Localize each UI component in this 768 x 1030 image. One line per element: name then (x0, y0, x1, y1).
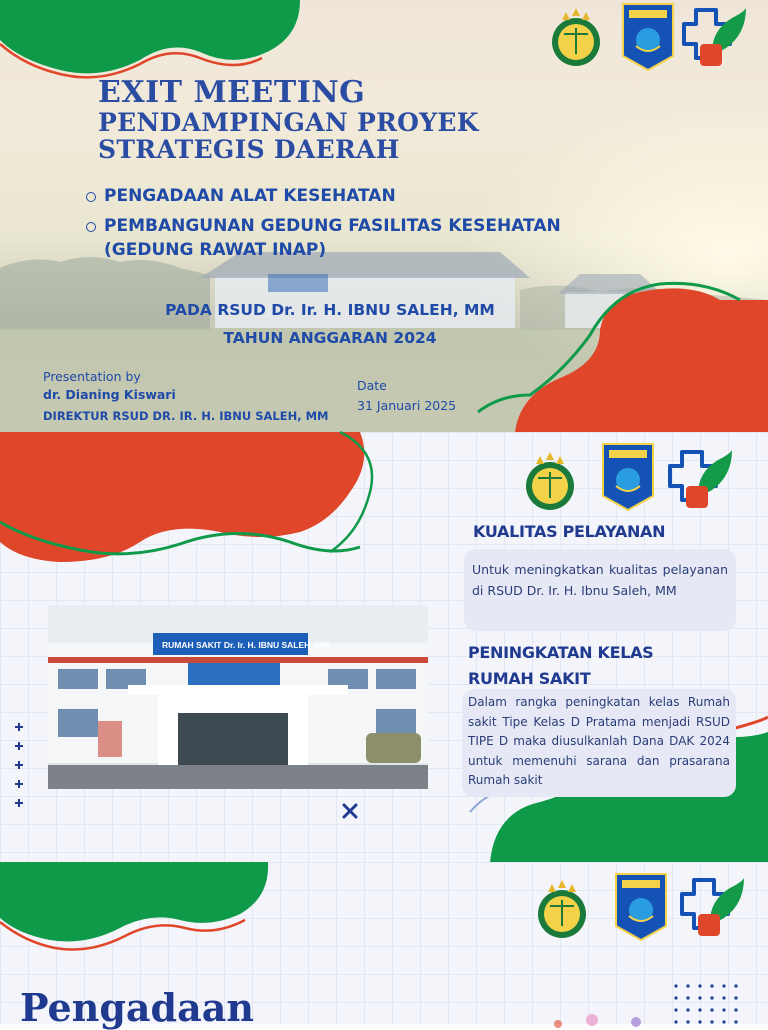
slide-title: Pengadaan (20, 985, 254, 1030)
fiscal-year-line: TAHUN ANGGARAN 2024 (223, 329, 437, 347)
date-label: Date (357, 378, 387, 393)
list-item-continuation: (GEDUNG RAWAT INAP) (104, 240, 327, 260)
section-text-kualitas: Untuk meningkatkan kualitas pelayanan di RSUD Dr. Ir. H. Ibnu Saleh, MM (464, 549, 736, 631)
hospital-building-photo (48, 605, 428, 789)
health-cross-logo-icon (680, 874, 746, 940)
kejaksaan-logo-icon (544, 4, 608, 70)
title-line-2: PENDAMPINGAN PROYEK (98, 108, 479, 137)
list-item: PENGADAAN ALAT KESEHATAN (86, 184, 561, 208)
kabupaten-logo-icon (621, 2, 675, 72)
close-x-icon (341, 802, 359, 820)
title-line-1: EXIT MEETING (98, 75, 366, 110)
bullet-circle-icon (86, 192, 96, 202)
plus-icon-column (12, 720, 26, 816)
presentation-by-label: Presentation by (43, 369, 141, 384)
slide-exit-meeting (0, 0, 768, 432)
section-heading-peningkatan: PENINGKATAN KELAS RUMAH SAKIT (468, 643, 654, 688)
title-line-3: STRATEGIS DAERAH (98, 135, 400, 164)
section-text-peningkatan: Dalam rangka peningkatan kelas Rumah sakit Tipe Kelas D Pratama menjadi RSUD TIPE D maka diusulkanlah Dana DAK 2024 untuk memenuhi sarana dan prasarana Rumah sakit (462, 689, 736, 797)
location-line-1: PADA RSUD Dr. Ir. H. IBNU SALEH, MM (165, 301, 495, 319)
presenter-title: DIREKTUR RSUD DR. IR. H. IBNU SALEH, MM (43, 409, 329, 423)
health-cross-logo-icon (682, 4, 748, 70)
date-block (357, 377, 456, 415)
section-heading-kualitas: KUALITAS PELAYANAN (473, 522, 666, 541)
kejaksaan-logo-icon (520, 446, 580, 512)
list-item: PEMBANGUNAN GEDUNG FASILITAS KESEHATAN (86, 214, 561, 238)
presenter-block (43, 368, 328, 425)
project-list (86, 184, 561, 268)
kejaksaan-logo-icon (532, 874, 592, 940)
slide-latar-belakang (0, 432, 768, 862)
date-value: 31 Januari 2025 (357, 398, 457, 413)
kabupaten-logo-icon (614, 872, 668, 942)
bullet-circle-icon (86, 222, 96, 232)
health-cross-logo-icon (668, 446, 734, 512)
presenter-name: dr. Dianing Kiswari (43, 387, 176, 402)
kabupaten-logo-icon (601, 442, 655, 512)
building-sign: RUMAH SAKIT Dr. Ir. H. IBNU SALEH, MM (162, 640, 330, 650)
slide-title (98, 75, 479, 164)
